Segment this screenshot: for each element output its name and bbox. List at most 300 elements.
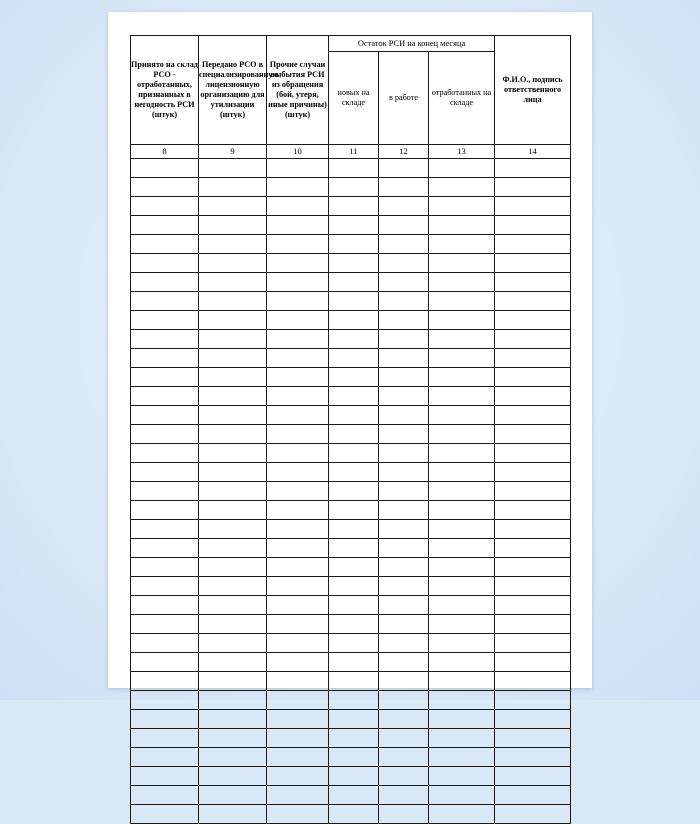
table-cell[interactable] <box>429 710 495 729</box>
table-cell[interactable] <box>379 786 429 805</box>
table-cell[interactable] <box>329 558 379 577</box>
table-cell[interactable] <box>329 235 379 254</box>
table-cell[interactable] <box>199 387 267 406</box>
header-group-title: Остаток РСИ на конец месяца <box>329 36 495 52</box>
table-cell[interactable] <box>131 273 199 292</box>
table-cell[interactable] <box>267 273 329 292</box>
table-cell[interactable] <box>329 520 379 539</box>
table-cell[interactable] <box>267 387 329 406</box>
table-cell[interactable] <box>495 672 571 691</box>
table-cell[interactable] <box>199 425 267 444</box>
table-cell[interactable] <box>379 767 429 786</box>
table-cell[interactable] <box>379 159 429 178</box>
table-cell[interactable] <box>131 805 199 824</box>
colnum-9: 9 <box>199 145 267 159</box>
table-cell[interactable] <box>131 482 199 501</box>
table-cell[interactable] <box>495 463 571 482</box>
table-cell[interactable] <box>329 653 379 672</box>
table-cell[interactable] <box>495 577 571 596</box>
table-cell[interactable] <box>379 539 429 558</box>
table-cell[interactable] <box>379 558 429 577</box>
table-cell[interactable] <box>329 254 379 273</box>
table-cell[interactable] <box>429 653 495 672</box>
table-cell[interactable] <box>267 254 329 273</box>
table-cell[interactable] <box>495 767 571 786</box>
table-cell[interactable] <box>329 216 379 235</box>
table-cell[interactable] <box>495 805 571 824</box>
table-cell[interactable] <box>379 273 429 292</box>
table-cell[interactable] <box>495 444 571 463</box>
table-cell[interactable] <box>379 748 429 767</box>
table-cell[interactable] <box>495 406 571 425</box>
table-cell[interactable] <box>199 615 267 634</box>
table-cell[interactable] <box>199 273 267 292</box>
table-cell[interactable] <box>199 539 267 558</box>
table-cell[interactable] <box>267 634 329 653</box>
table-row[interactable] <box>131 387 571 406</box>
table-cell[interactable] <box>267 729 329 748</box>
table-cell[interactable] <box>379 501 429 520</box>
table-row[interactable] <box>131 615 571 634</box>
table-cell[interactable] <box>267 577 329 596</box>
header-col8: Принято на склад РСО - отработанных, признанных в негодность РСИ (штук) <box>131 36 199 145</box>
table-cell[interactable] <box>199 159 267 178</box>
table-cell[interactable] <box>495 520 571 539</box>
table-body-empty-rows <box>131 159 571 824</box>
table-cell[interactable] <box>267 710 329 729</box>
table-row[interactable] <box>131 216 571 235</box>
table-cell[interactable] <box>495 159 571 178</box>
table-cell[interactable] <box>199 501 267 520</box>
table-cell[interactable] <box>329 596 379 615</box>
table-row[interactable] <box>131 178 571 197</box>
table-row[interactable] <box>131 254 571 273</box>
table-cell[interactable] <box>329 710 379 729</box>
table-cell[interactable] <box>329 311 379 330</box>
table-cell[interactable] <box>131 748 199 767</box>
colnum-11: 11 <box>329 145 379 159</box>
table-row[interactable] <box>131 311 571 330</box>
table-row[interactable] <box>131 292 571 311</box>
table-cell[interactable] <box>495 292 571 311</box>
table-cell[interactable] <box>429 539 495 558</box>
table-cell[interactable] <box>199 197 267 216</box>
table-row[interactable] <box>131 805 571 824</box>
table-cell[interactable] <box>329 292 379 311</box>
table-row[interactable] <box>131 577 571 596</box>
table-cell[interactable] <box>131 558 199 577</box>
table-cell[interactable] <box>429 330 495 349</box>
table-cell[interactable] <box>495 482 571 501</box>
table-cell[interactable] <box>495 653 571 672</box>
table-cell[interactable] <box>379 292 429 311</box>
table-cell[interactable] <box>131 254 199 273</box>
table-cell[interactable] <box>199 311 267 330</box>
table-cell[interactable] <box>495 748 571 767</box>
table-cell[interactable] <box>329 539 379 558</box>
table-cell[interactable] <box>429 197 495 216</box>
table-cell[interactable] <box>267 292 329 311</box>
table-row[interactable] <box>131 425 571 444</box>
colnum-12: 12 <box>379 145 429 159</box>
table-cell[interactable] <box>329 463 379 482</box>
table-cell[interactable] <box>131 349 199 368</box>
table-cell[interactable] <box>329 767 379 786</box>
table-cell[interactable] <box>131 197 199 216</box>
table-cell[interactable] <box>329 178 379 197</box>
table-cell[interactable] <box>329 368 379 387</box>
table-cell[interactable] <box>329 425 379 444</box>
table-cell[interactable] <box>199 710 267 729</box>
table-cell[interactable] <box>495 615 571 634</box>
table-cell[interactable] <box>267 406 329 425</box>
table-cell[interactable] <box>199 577 267 596</box>
table-cell[interactable] <box>495 558 571 577</box>
table-row[interactable] <box>131 159 571 178</box>
table-cell[interactable] <box>267 482 329 501</box>
table-cell[interactable] <box>329 691 379 710</box>
table-cell[interactable] <box>495 216 571 235</box>
header-col9: Передано РСО в специализированную лицензионную организацию для утилизации (штук) <box>199 36 267 145</box>
table-cell[interactable] <box>379 520 429 539</box>
colnum-10: 10 <box>267 145 329 159</box>
table-cell[interactable] <box>429 748 495 767</box>
table-cell[interactable] <box>379 406 429 425</box>
table-cell[interactable] <box>379 216 429 235</box>
table-cell[interactable] <box>379 577 429 596</box>
table-cell[interactable] <box>199 292 267 311</box>
table-cell[interactable] <box>329 330 379 349</box>
table-cell[interactable] <box>495 311 571 330</box>
table-cell[interactable] <box>267 520 329 539</box>
table-cell[interactable] <box>429 463 495 482</box>
table-cell[interactable] <box>329 615 379 634</box>
journal-table <box>130 35 571 824</box>
table-cell[interactable] <box>131 463 199 482</box>
table-cell[interactable] <box>429 254 495 273</box>
table-row[interactable] <box>131 463 571 482</box>
table-cell[interactable] <box>429 425 495 444</box>
table-row[interactable] <box>131 406 571 425</box>
table-cell[interactable] <box>429 444 495 463</box>
table-cell[interactable] <box>131 539 199 558</box>
table-cell[interactable] <box>131 330 199 349</box>
table-cell[interactable] <box>429 501 495 520</box>
table-cell[interactable] <box>199 463 267 482</box>
table-cell[interactable] <box>131 292 199 311</box>
table-row[interactable] <box>131 767 571 786</box>
table-row[interactable] <box>131 368 571 387</box>
table-cell[interactable] <box>199 672 267 691</box>
table-cell[interactable] <box>429 311 495 330</box>
table-cell[interactable] <box>495 710 571 729</box>
table-cell[interactable] <box>131 178 199 197</box>
table-cell[interactable] <box>199 254 267 273</box>
column-number-row <box>131 145 571 159</box>
table-cell[interactable] <box>429 273 495 292</box>
header-col13: отработанных на складе <box>429 52 495 145</box>
table-row[interactable] <box>131 653 571 672</box>
table-cell[interactable] <box>131 444 199 463</box>
table-cell[interactable] <box>379 729 429 748</box>
table-cell[interactable] <box>267 425 329 444</box>
table-cell[interactable] <box>199 748 267 767</box>
colnum-8: 8 <box>131 145 199 159</box>
table-cell[interactable] <box>199 330 267 349</box>
table-cell[interactable] <box>495 349 571 368</box>
table-cell[interactable] <box>329 748 379 767</box>
table-cell[interactable] <box>199 482 267 501</box>
table-cell[interactable] <box>429 349 495 368</box>
table-cell[interactable] <box>429 520 495 539</box>
table-cell[interactable] <box>131 729 199 748</box>
table-cell[interactable] <box>429 634 495 653</box>
table-cell[interactable] <box>495 786 571 805</box>
table-cell[interactable] <box>495 691 571 710</box>
table-cell[interactable] <box>429 615 495 634</box>
table-cell[interactable] <box>267 311 329 330</box>
table-cell[interactable] <box>267 235 329 254</box>
table-cell[interactable] <box>429 691 495 710</box>
table-row[interactable] <box>131 596 571 615</box>
colnum-13: 13 <box>429 145 495 159</box>
table-row[interactable] <box>131 520 571 539</box>
table-row[interactable] <box>131 349 571 368</box>
table-cell[interactable] <box>131 672 199 691</box>
table-cell[interactable] <box>429 786 495 805</box>
table-cell[interactable] <box>495 729 571 748</box>
table-cell[interactable] <box>199 558 267 577</box>
table-row[interactable] <box>131 197 571 216</box>
header-col10: Прочие случаи выбытия РСИ из обращения (бой, утеря, иные причины) (штук) <box>267 36 329 145</box>
table-cell[interactable] <box>329 786 379 805</box>
document-page <box>108 12 592 688</box>
table-row[interactable] <box>131 691 571 710</box>
table-cell[interactable] <box>379 710 429 729</box>
table-cell[interactable] <box>429 482 495 501</box>
table-row[interactable] <box>131 710 571 729</box>
table-cell[interactable] <box>495 368 571 387</box>
table-cell[interactable] <box>267 691 329 710</box>
table-cell[interactable] <box>495 178 571 197</box>
table-cell[interactable] <box>267 349 329 368</box>
table-cell[interactable] <box>329 805 379 824</box>
table-cell[interactable] <box>267 216 329 235</box>
table-cell[interactable] <box>131 216 199 235</box>
table-container <box>130 35 570 824</box>
table-cell[interactable] <box>329 159 379 178</box>
table-cell[interactable] <box>267 653 329 672</box>
table-cell[interactable] <box>131 615 199 634</box>
table-cell[interactable] <box>329 729 379 748</box>
table-row[interactable] <box>131 786 571 805</box>
table-cell[interactable] <box>429 178 495 197</box>
table-cell[interactable] <box>379 425 429 444</box>
table-cell[interactable] <box>329 501 379 520</box>
table-cell[interactable] <box>379 691 429 710</box>
table-cell[interactable] <box>199 634 267 653</box>
table-cell[interactable] <box>267 672 329 691</box>
table-cell[interactable] <box>495 273 571 292</box>
table-cell[interactable] <box>131 311 199 330</box>
table-cell[interactable] <box>267 197 329 216</box>
table-cell[interactable] <box>131 425 199 444</box>
table-cell[interactable] <box>379 178 429 197</box>
table-cell[interactable] <box>379 254 429 273</box>
table-cell[interactable] <box>495 501 571 520</box>
table-cell[interactable] <box>131 710 199 729</box>
table-cell[interactable] <box>329 444 379 463</box>
table-cell[interactable] <box>131 767 199 786</box>
table-cell[interactable] <box>495 330 571 349</box>
table-cell[interactable] <box>199 786 267 805</box>
table-cell[interactable] <box>379 672 429 691</box>
table-row[interactable] <box>131 482 571 501</box>
table-cell[interactable] <box>199 729 267 748</box>
table-cell[interactable] <box>429 216 495 235</box>
table-cell[interactable] <box>267 368 329 387</box>
table-cell[interactable] <box>429 368 495 387</box>
table-cell[interactable] <box>267 463 329 482</box>
table-cell[interactable] <box>329 273 379 292</box>
table-cell[interactable] <box>429 387 495 406</box>
table-row[interactable] <box>131 672 571 691</box>
table-cell[interactable] <box>199 349 267 368</box>
table-cell[interactable] <box>199 235 267 254</box>
table-row[interactable] <box>131 634 571 653</box>
table-cell[interactable] <box>429 767 495 786</box>
table-cell[interactable] <box>495 235 571 254</box>
table-row[interactable] <box>131 748 571 767</box>
table-cell[interactable] <box>267 558 329 577</box>
table-cell[interactable] <box>379 634 429 653</box>
table-cell[interactable] <box>131 653 199 672</box>
table-cell[interactable] <box>329 387 379 406</box>
table-cell[interactable] <box>379 197 429 216</box>
table-cell[interactable] <box>429 805 495 824</box>
table-cell[interactable] <box>131 387 199 406</box>
table-cell[interactable] <box>379 387 429 406</box>
table-cell[interactable] <box>429 235 495 254</box>
table-cell[interactable] <box>267 330 329 349</box>
table-cell[interactable] <box>267 615 329 634</box>
table-cell[interactable] <box>495 254 571 273</box>
table-row[interactable] <box>131 539 571 558</box>
table-cell[interactable] <box>199 406 267 425</box>
table-cell[interactable] <box>429 159 495 178</box>
table-row[interactable] <box>131 444 571 463</box>
table-cell[interactable] <box>495 425 571 444</box>
table-cell[interactable] <box>131 406 199 425</box>
table-cell[interactable] <box>429 577 495 596</box>
table-cell[interactable] <box>429 406 495 425</box>
table-cell[interactable] <box>379 444 429 463</box>
table-cell[interactable] <box>131 368 199 387</box>
table-row[interactable] <box>131 273 571 292</box>
table-cell[interactable] <box>379 463 429 482</box>
table-cell[interactable] <box>379 653 429 672</box>
table-cell[interactable] <box>267 444 329 463</box>
table-cell[interactable] <box>267 786 329 805</box>
table-cell[interactable] <box>199 216 267 235</box>
table-cell[interactable] <box>131 577 199 596</box>
table-row[interactable] <box>131 501 571 520</box>
table-cell[interactable] <box>495 596 571 615</box>
table-cell[interactable] <box>329 672 379 691</box>
header-col11: новых на складе <box>329 52 379 145</box>
table-cell[interactable] <box>329 577 379 596</box>
table-cell[interactable] <box>267 767 329 786</box>
table-cell[interactable] <box>267 501 329 520</box>
table-cell[interactable] <box>379 482 429 501</box>
table-cell[interactable] <box>199 178 267 197</box>
table-cell[interactable] <box>131 786 199 805</box>
table-cell[interactable] <box>199 444 267 463</box>
table-row[interactable] <box>131 235 571 254</box>
table-cell[interactable] <box>267 748 329 767</box>
table-cell[interactable] <box>429 596 495 615</box>
table-cell[interactable] <box>429 729 495 748</box>
table-cell[interactable] <box>379 368 429 387</box>
table-cell[interactable] <box>267 178 329 197</box>
table-cell[interactable] <box>131 520 199 539</box>
table-cell[interactable] <box>267 596 329 615</box>
table-cell[interactable] <box>131 691 199 710</box>
table-cell[interactable] <box>267 805 329 824</box>
table-cell[interactable] <box>131 634 199 653</box>
table-row[interactable] <box>131 729 571 748</box>
table-cell[interactable] <box>379 330 429 349</box>
table-cell[interactable] <box>199 596 267 615</box>
header-col12: в работе <box>379 52 429 145</box>
table-cell[interactable] <box>495 539 571 558</box>
table-cell[interactable] <box>199 691 267 710</box>
table-cell[interactable] <box>267 539 329 558</box>
table-cell[interactable] <box>131 501 199 520</box>
table-cell[interactable] <box>329 634 379 653</box>
table-cell[interactable] <box>199 653 267 672</box>
table-cell[interactable] <box>429 672 495 691</box>
table-row[interactable] <box>131 330 571 349</box>
table-cell[interactable] <box>379 596 429 615</box>
table-cell[interactable] <box>379 349 429 368</box>
table-cell[interactable] <box>131 159 199 178</box>
table-cell[interactable] <box>379 235 429 254</box>
table-cell[interactable] <box>131 596 199 615</box>
table-cell[interactable] <box>199 368 267 387</box>
table-cell[interactable] <box>267 159 329 178</box>
table-cell[interactable] <box>495 197 571 216</box>
table-cell[interactable] <box>379 615 429 634</box>
table-cell[interactable] <box>199 520 267 539</box>
table-row[interactable] <box>131 558 571 577</box>
header-col14: Ф.И.О., подпись ответственного лица <box>495 36 571 145</box>
table-cell[interactable] <box>329 197 379 216</box>
table-cell[interactable] <box>379 311 429 330</box>
table-cell[interactable] <box>199 767 267 786</box>
table-cell[interactable] <box>329 482 379 501</box>
table-cell[interactable] <box>429 292 495 311</box>
table-cell[interactable] <box>495 634 571 653</box>
header-row-top <box>131 36 571 52</box>
table-cell[interactable] <box>329 406 379 425</box>
table-cell[interactable] <box>495 387 571 406</box>
table-cell[interactable] <box>131 235 199 254</box>
table-cell[interactable] <box>379 805 429 824</box>
table-cell[interactable] <box>429 558 495 577</box>
table-cell[interactable] <box>199 805 267 824</box>
table-cell[interactable] <box>329 349 379 368</box>
